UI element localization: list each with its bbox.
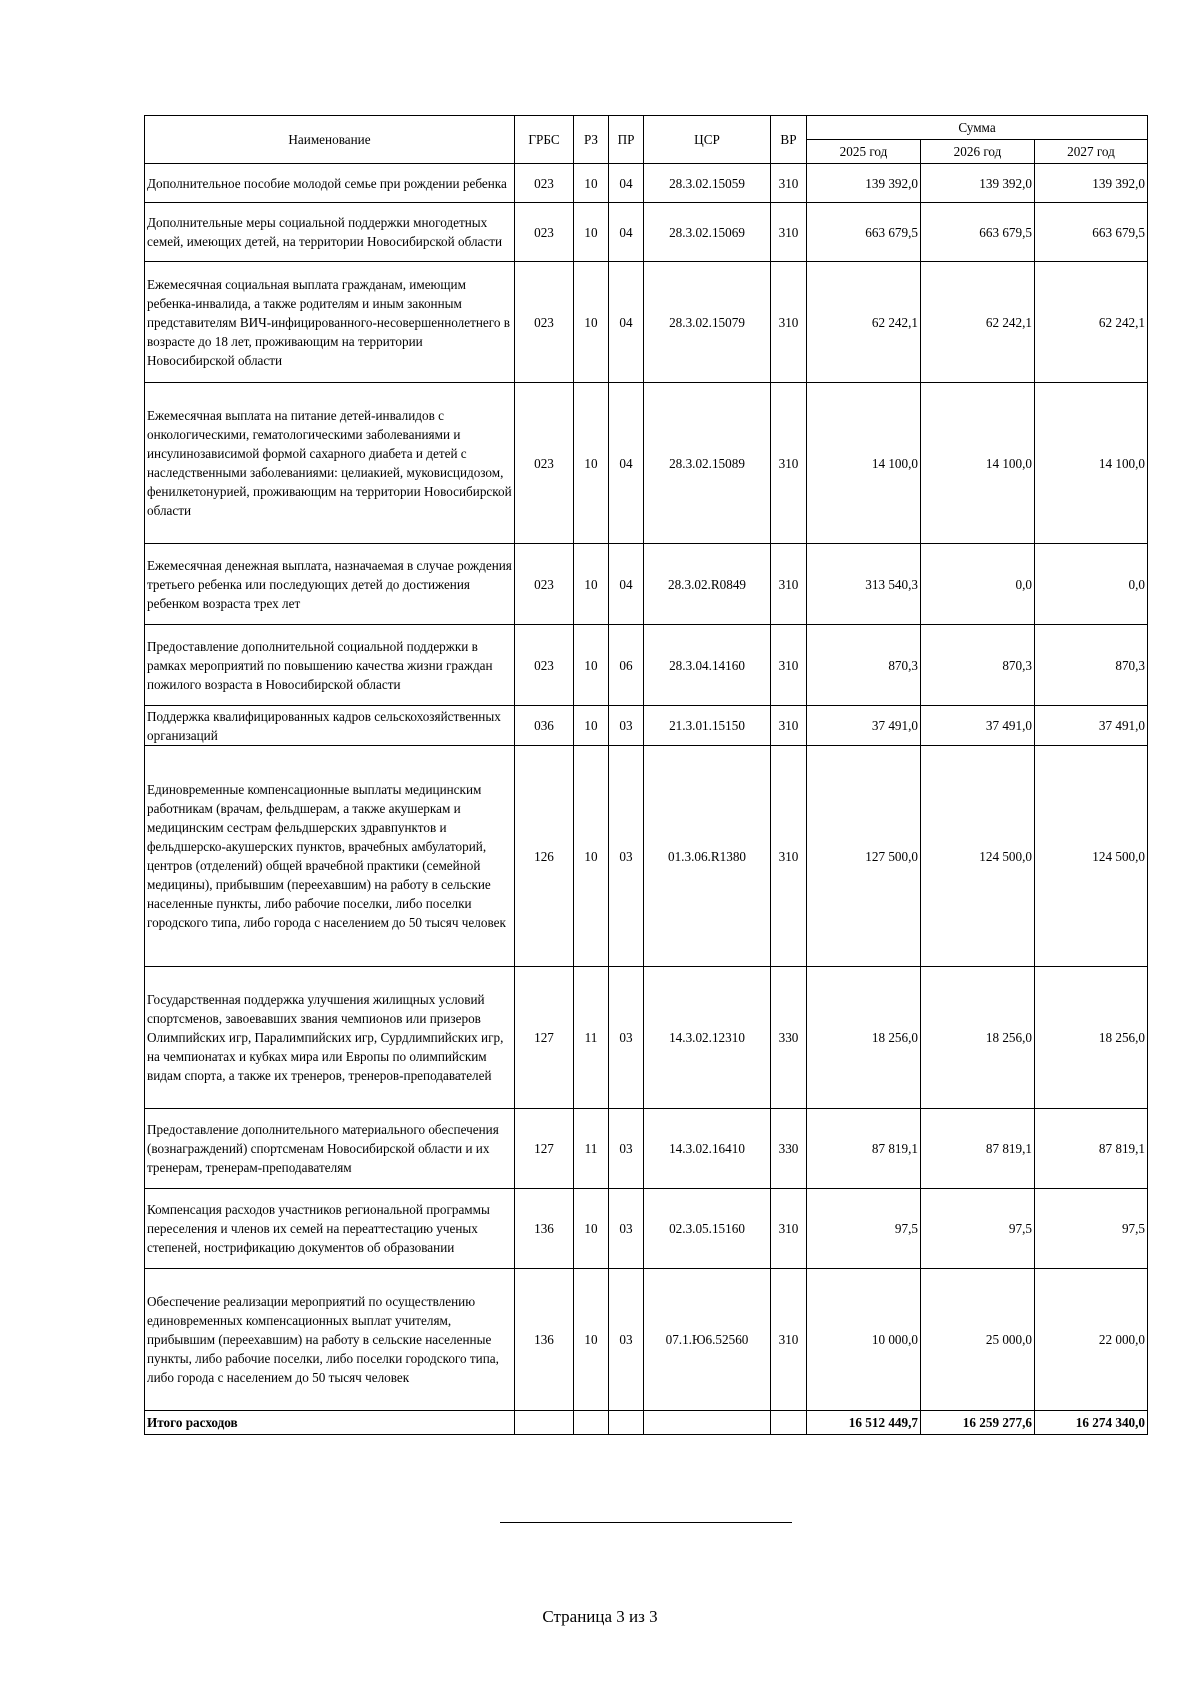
row-sum-2026: 87 819,1	[921, 1109, 1035, 1189]
row-pr: 03	[609, 1189, 644, 1269]
row-sum-2025: 870,3	[807, 625, 921, 706]
separator-line	[500, 1522, 792, 1523]
table-row	[145, 746, 1148, 967]
row-pr: 04	[609, 544, 644, 625]
row-csr: 28.3.02.15089	[644, 383, 771, 544]
row-rz: 10	[574, 544, 609, 625]
row-vr: 310	[771, 203, 807, 262]
row-sum-2026: 14 100,0	[921, 383, 1035, 544]
table-row	[145, 967, 1148, 1109]
row-name: Компенсация расходов участников региональной программы переселения и членов их семей на переаттестацию ученых степеней, нострификацию документов об образовании	[145, 1189, 515, 1269]
row-rz: 10	[574, 383, 609, 544]
row-csr: 14.3.02.16410	[644, 1109, 771, 1189]
row-vr: 310	[771, 383, 807, 544]
row-grbs: 023	[515, 544, 574, 625]
row-sum-2027: 18 256,0	[1035, 967, 1148, 1109]
row-csr: 07.1.Ю6.52560	[644, 1269, 771, 1411]
table-row	[145, 1189, 1148, 1269]
row-csr: 14.3.02.12310	[644, 967, 771, 1109]
row-grbs: 023	[515, 262, 574, 383]
row-sum-2027: 37 491,0	[1035, 706, 1148, 746]
row-grbs: 036	[515, 706, 574, 746]
row-name: Предоставление дополнительной социальной поддержки в рамках мероприятий по повышению качества жизни граждан пожилого возраста в Новосибирской области	[145, 625, 515, 706]
row-vr: 310	[771, 262, 807, 383]
header-vr: ВР	[771, 116, 807, 164]
row-grbs: 127	[515, 967, 574, 1109]
row-sum-2025: 313 540,3	[807, 544, 921, 625]
table-row	[145, 1269, 1148, 1411]
row-rz: 10	[574, 1189, 609, 1269]
row-rz: 10	[574, 164, 609, 203]
row-grbs: 023	[515, 383, 574, 544]
row-rz: 10	[574, 625, 609, 706]
row-grbs: 023	[515, 625, 574, 706]
row-rz: 10	[574, 203, 609, 262]
row-rz: 10	[574, 262, 609, 383]
row-vr: 310	[771, 1189, 807, 1269]
row-name: Государственная поддержка улучшения жилищных условий спортсменов, завоевавших звания чемпионов или призеров Олимпийских игр, Паралимпийских игр, Сурдлимпийских игр, на чемпионатах и кубках мира или Европы по олимпийским видам спорта, а также их тренеров, тренеров-преподавателей	[145, 967, 515, 1109]
row-name: Дополнительные меры социальной поддержки многодетных семей, имеющих детей, на территории Новосибирской области	[145, 203, 515, 262]
row-vr: 310	[771, 164, 807, 203]
row-rz: 10	[574, 1269, 609, 1411]
table-row	[145, 164, 1148, 203]
row-csr: 28.3.02.15059	[644, 164, 771, 203]
total-row	[145, 1411, 1148, 1435]
row-sum-2026: 18 256,0	[921, 967, 1035, 1109]
header-year-2026: 2026 год	[921, 140, 1035, 164]
table-row	[145, 1109, 1148, 1189]
row-sum-2026: 25 000,0	[921, 1269, 1035, 1411]
row-csr: 01.3.06.R1380	[644, 746, 771, 967]
row-name: Единовременные компенсационные выплаты медицинским работникам (врачам, фельдшерам, а также акушеркам и медицинским сестрам фельдшерских здравпунктов и фельдшерско-акушерских пунктов, врачебных амбулаторий, центров (отделений) общей врачебной практики (семейной медицины), прибывшим (переехавшим) на работу в сельские населенные пункты, либо рабочие поселки, либо поселки городского типа, либо города с населением до 50 тысяч человек	[145, 746, 515, 967]
row-vr: 330	[771, 1109, 807, 1189]
row-sum-2026: 663 679,5	[921, 203, 1035, 262]
row-name: Поддержка квалифицированных кадров сельскохозяйственных организаций	[145, 706, 515, 746]
row-sum-2026: 139 392,0	[921, 164, 1035, 203]
row-rz: 11	[574, 967, 609, 1109]
total-empty-cell	[609, 1411, 644, 1435]
row-pr: 03	[609, 967, 644, 1109]
table-row	[145, 262, 1148, 383]
row-sum-2027: 62 242,1	[1035, 262, 1148, 383]
header-rz: РЗ	[574, 116, 609, 164]
row-grbs: 126	[515, 746, 574, 967]
row-sum-2025: 87 819,1	[807, 1109, 921, 1189]
row-sum-2025: 10 000,0	[807, 1269, 921, 1411]
row-pr: 03	[609, 1109, 644, 1189]
table-row	[145, 625, 1148, 706]
row-csr: 28.3.02.15079	[644, 262, 771, 383]
row-sum-2025: 62 242,1	[807, 262, 921, 383]
row-sum-2025: 663 679,5	[807, 203, 921, 262]
row-pr: 04	[609, 262, 644, 383]
page-number: Страница 3 из 3	[542, 1607, 658, 1626]
header-name: Наименование	[145, 116, 515, 164]
row-pr: 03	[609, 1269, 644, 1411]
row-vr: 310	[771, 706, 807, 746]
table-row	[145, 706, 1148, 746]
row-sum-2025: 18 256,0	[807, 967, 921, 1109]
total-label: Итого расходов	[145, 1411, 515, 1435]
total-sum-2027: 16 274 340,0	[1035, 1411, 1148, 1435]
header-year-2025: 2025 год	[807, 140, 921, 164]
row-sum-2027: 87 819,1	[1035, 1109, 1148, 1189]
header-sum: Сумма	[807, 116, 1148, 140]
row-sum-2027: 124 500,0	[1035, 746, 1148, 967]
row-rz: 10	[574, 746, 609, 967]
row-pr: 04	[609, 203, 644, 262]
row-name: Ежемесячная денежная выплата, назначаемая в случае рождения третьего ребенка или последующих детей до достижения ребенком возраста трех лет	[145, 544, 515, 625]
row-vr: 310	[771, 625, 807, 706]
total-sum-2025: 16 512 449,7	[807, 1411, 921, 1435]
row-csr: 28.3.04.14160	[644, 625, 771, 706]
row-csr: 02.3.05.15160	[644, 1189, 771, 1269]
row-pr: 04	[609, 164, 644, 203]
table-header-row	[145, 116, 1148, 140]
row-sum-2025: 14 100,0	[807, 383, 921, 544]
row-vr: 310	[771, 1269, 807, 1411]
total-empty-cell	[515, 1411, 574, 1435]
row-vr: 310	[771, 544, 807, 625]
row-sum-2026: 0,0	[921, 544, 1035, 625]
row-vr: 330	[771, 967, 807, 1109]
row-sum-2027: 870,3	[1035, 625, 1148, 706]
row-sum-2026: 37 491,0	[921, 706, 1035, 746]
row-name: Дополнительное пособие молодой семье при рождении ребенка	[145, 164, 515, 203]
row-sum-2027: 22 000,0	[1035, 1269, 1148, 1411]
row-name: Ежемесячная выплата на питание детей-инвалидов с онкологическими, гематологическими заболеваниями и инсулинозависимой формой сахарного диабета и детей с наследственными заболеваниями: целиакией, муковисцидозом, фенилкетонурией, проживающим на территории Новосибирской области	[145, 383, 515, 544]
total-empty-cell	[574, 1411, 609, 1435]
row-grbs: 023	[515, 164, 574, 203]
row-sum-2027: 97,5	[1035, 1189, 1148, 1269]
row-name: Ежемесячная социальная выплата гражданам, имеющим ребенка-инвалида, а также родителям и иным законным представителям ВИЧ-инфицированного-несовершеннолетнего в возрасте до 18 лет, проживающим на территории Новосибирской области	[145, 262, 515, 383]
row-sum-2025: 139 392,0	[807, 164, 921, 203]
row-sum-2025: 37 491,0	[807, 706, 921, 746]
table-row	[145, 544, 1148, 625]
row-pr: 03	[609, 706, 644, 746]
row-name: Предоставление дополнительного материального обеспечения (вознаграждений) спортсменам Новосибирской области и их тренерам, тренерам-преподавателям	[145, 1109, 515, 1189]
row-sum-2025: 127 500,0	[807, 746, 921, 967]
row-rz: 10	[574, 706, 609, 746]
row-csr: 28.3.02.R0849	[644, 544, 771, 625]
row-sum-2026: 97,5	[921, 1189, 1035, 1269]
row-grbs: 136	[515, 1269, 574, 1411]
header-csr: ЦСР	[644, 116, 771, 164]
row-sum-2026: 62 242,1	[921, 262, 1035, 383]
row-sum-2027: 139 392,0	[1035, 164, 1148, 203]
row-grbs: 136	[515, 1189, 574, 1269]
row-rz: 11	[574, 1109, 609, 1189]
row-pr: 06	[609, 625, 644, 706]
row-grbs: 127	[515, 1109, 574, 1189]
total-empty-cell	[644, 1411, 771, 1435]
table-row	[145, 203, 1148, 262]
header-grbs: ГРБС	[515, 116, 574, 164]
row-vr: 310	[771, 746, 807, 967]
budget-table	[144, 115, 1148, 1435]
row-name: Обеспечение реализации мероприятий по осуществлению единовременных компенсационных выплат учителям, прибывшим (переехавшим) на работу в сельские населенные пункты, либо рабочие поселки, либо поселки городского типа, либо города с населением до 50 тысяч человек	[145, 1269, 515, 1411]
row-csr: 21.3.01.15150	[644, 706, 771, 746]
row-pr: 03	[609, 746, 644, 967]
row-sum-2027: 14 100,0	[1035, 383, 1148, 544]
total-sum-2026: 16 259 277,6	[921, 1411, 1035, 1435]
row-grbs: 023	[515, 203, 574, 262]
row-pr: 04	[609, 383, 644, 544]
row-csr: 28.3.02.15069	[644, 203, 771, 262]
row-sum-2027: 663 679,5	[1035, 203, 1148, 262]
header-pr: ПР	[609, 116, 644, 164]
row-sum-2025: 97,5	[807, 1189, 921, 1269]
header-year-2027: 2027 год	[1035, 140, 1148, 164]
total-empty-cell	[771, 1411, 807, 1435]
row-sum-2027: 0,0	[1035, 544, 1148, 625]
row-sum-2026: 124 500,0	[921, 746, 1035, 967]
table-row	[145, 383, 1148, 544]
row-sum-2026: 870,3	[921, 625, 1035, 706]
